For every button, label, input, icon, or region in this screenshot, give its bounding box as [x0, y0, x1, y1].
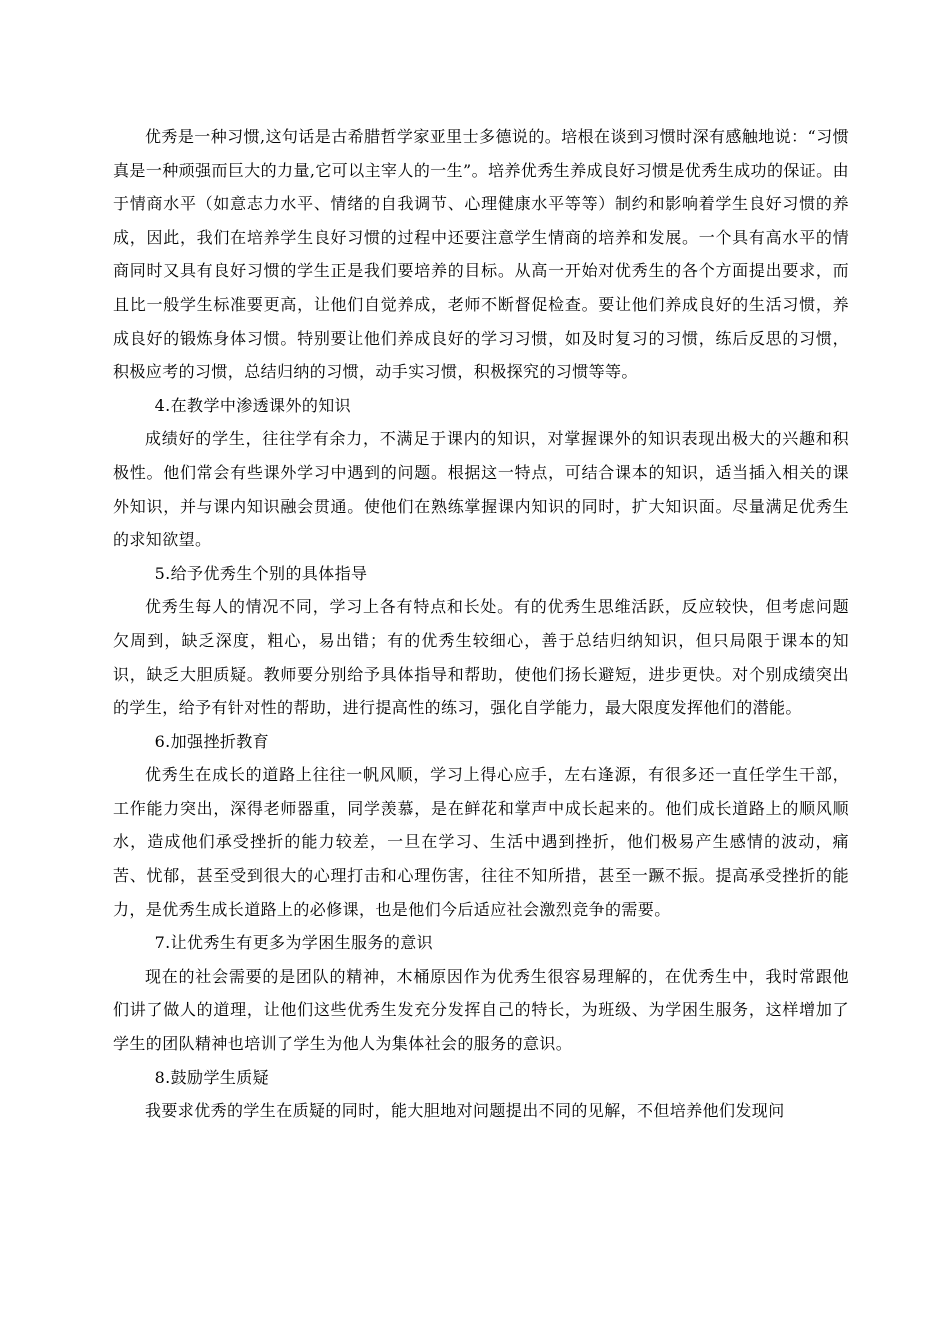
document-body: [113, 120, 849, 1128]
paragraph-extracurricular: 成绩好的学生，往往学有余力，不满足于课内的知识，对掌握课外的知识表现出极大的兴趣和积极性。他们常会有些课外学习中遇到的问题。根据这一特点，可结合课本的知识，适当插入相关的课外知识，并与课内知识融会贯通。使他们在熟练掌握课内知识的同时，扩大知识面。尽量满足优秀生的求知欲望。: [113, 429, 849, 550]
section-heading-6: 6.加强挫折教育: [154, 731, 270, 751]
paragraph-questioning: 我要求优秀的学生在质疑的同时，能大胆地对问题提出不同的见解，不但培养他们发现问: [145, 1101, 785, 1121]
paragraph-individual-guidance: 优秀生每人的情况不同，学习上各有特点和长处。有的优秀生思维活跃，反应较快，但考虑问题欠周到，缺乏深度，粗心，易出错；有的优秀生较细心，善于总结归纳知识，但只局限于课本的知识，缺乏大胆质疑。教师要分别给予具体指导和帮助，使他们扬长避短，进步更快。对个别成绩突出的学生，给予有针对性的帮助，进行提高性的练习，强化自学能力，最大限度发挥他们的潜能。: [113, 597, 849, 718]
section-heading-5: 5.给予优秀生个别的具体指导: [154, 563, 368, 583]
paragraph-habits: 优秀是一种习惯,这句话是古希腊哲学家亚里士多德说的。培根在谈到习惯时深有感触地说：“习惯真是一种顽强而巨大的力量,它可以主宰人的一生”。培养优秀生养成良好习惯是优秀生成功的保证。由于情商水平（如意志力水平、情绪的自我调节、心理健康水平等等）制约和影响着学生良好习惯的养成，因此，我们在培养学生良好习惯的过程中还要注意学生情商的培养和发展。一个具有高水平的情商同时又具有良好习惯的学生正是我们要培养的目标。从高一开始对优秀生的各个方面提出要求，而且比一般学生标准要更高，让他们自觉养成，老师不断督促检查。要让他们养成良好的生活习惯，养成良好的锻炼身体习惯。特别要让他们养成良好的学习习惯，如及时复习的习惯，练后反思的习惯，积极应考的习惯，总结归纳的习惯，动手实习惯，积极探究的习惯等等。: [113, 127, 849, 382]
paragraph-frustration-education: 优秀生在成长的道路上往往一帆风顺，学习上得心应手，左右逢源，有很多还一直任学生干部，工作能力突出，深得老师器重，同学羡慕，是在鲜花和掌声中成长起来的。他们成长道路上的顺风顺水，造成他们承受挫折的能力较差，一旦在学习、生活中遇到挫折，他们极易产生感情的波动，痛苦、忧郁，甚至受到很大的心理打击和心理伤害，往往不知所措，甚至一蹶不振。提高承受挫折的能力，是优秀生成长道路上的必修课，也是他们今后适应社会激烈竞争的需要。: [113, 765, 849, 919]
paragraph-service-awareness: 现在的社会需要的是团队的精神，木桶原因作为优秀生很容易理解的，在优秀生中，我时常跟他们讲了做人的道理，让他们这些优秀生发充分发挥自己的特长，为班级、为学困生服务，这样增加了学生的团队精神也培训了学生为他人为集体社会的服务的意识。: [113, 966, 849, 1054]
section-heading-4: 4.在教学中渗透课外的知识: [154, 395, 352, 415]
section-heading-8: 8.鼓励学生质疑: [154, 1067, 270, 1087]
section-heading-7: 7.让优秀生有更多为学困生服务的意识: [154, 933, 434, 953]
